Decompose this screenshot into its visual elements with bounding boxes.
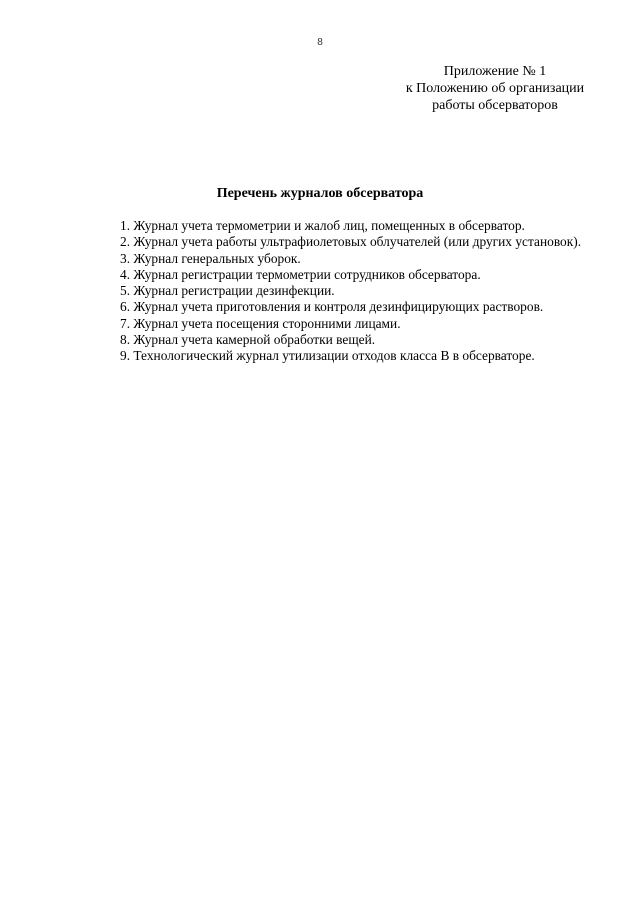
appendix-header (380, 63, 610, 114)
journal-list-item: 4. Журнал регистрации термометрии сотрудников обсерватора. (120, 266, 481, 282)
journal-list-item: 2. Журнал учета работы ультрафиолетовых облучателей (или других установок). (120, 234, 582, 250)
journal-list-item: 3. Журнал генеральных уборок. (120, 250, 301, 266)
appendix-line-1: Приложение № 1 (443, 64, 547, 79)
page-number: 8 (317, 37, 323, 48)
appendix-line-2: к Положению об организации (405, 81, 585, 96)
journal-list-item: 1. Журнал учета термометрии и жалоб лиц, помещенных в обсерватор. (120, 218, 525, 233)
document-title: Перечень журналов обсерватора (216, 186, 424, 201)
journal-list-item: 8. Журнал учета камерной обработки вещей. (120, 332, 376, 348)
journal-list-item: 7. Журнал учета посещения сторонними лицами. (120, 315, 401, 331)
appendix-line-3: работы обсерваторов (432, 98, 558, 113)
journal-list-item: 5. Журнал регистрации дезинфекции. (120, 283, 335, 299)
journal-list-item: 9. Технологический журнал утилизации отходов класса В в обсерваторе. (120, 348, 535, 364)
journal-list (88, 218, 594, 365)
journal-list-item: 6. Журнал учета приготовления и контроля дезинфицирующих растворов. (120, 299, 544, 315)
